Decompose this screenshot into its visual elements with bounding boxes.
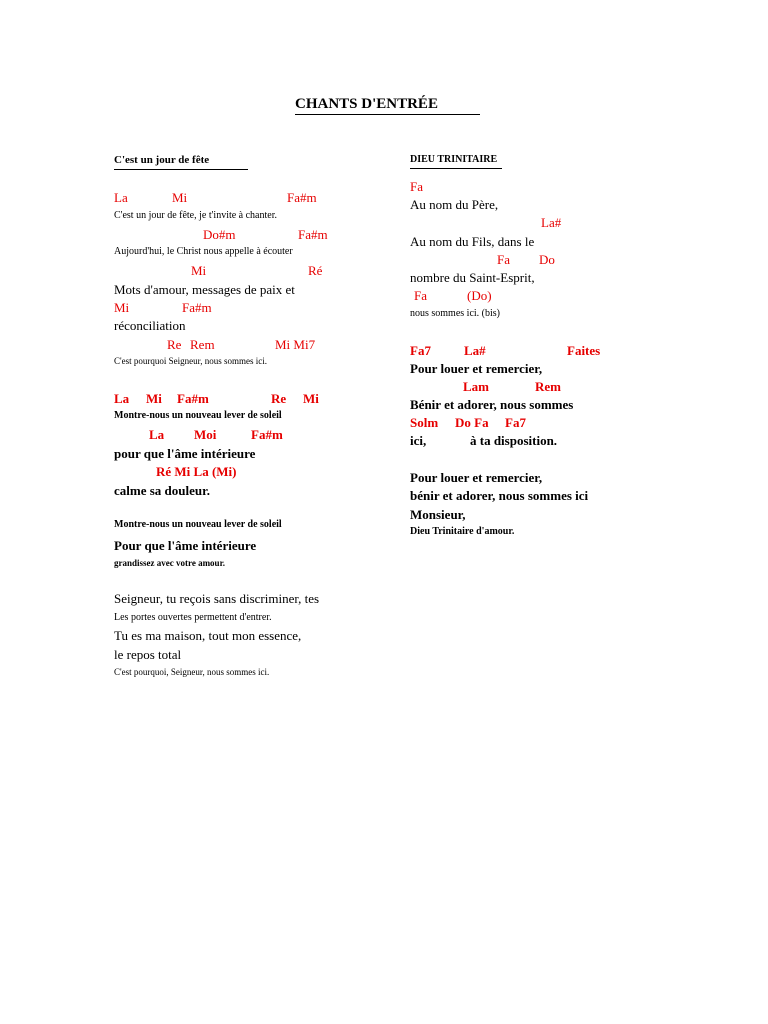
chord-label: La	[114, 190, 128, 205]
lyric-line: Pour louer et remercier,	[410, 470, 543, 485]
chord-label: Mi	[146, 391, 162, 406]
lyric-line: ici,	[410, 433, 427, 448]
lyric-line: bénir et adorer, nous sommes ici	[410, 488, 589, 503]
lyric-line: Pour que l'âme intérieure	[114, 538, 257, 553]
lyric-line: Les portes ouvertes permettent d'entrer.	[114, 612, 272, 623]
chord-label: Fa#m	[287, 190, 317, 205]
chord-label: Fa	[410, 179, 423, 194]
chord-label: Fa#m	[182, 300, 212, 315]
chord-label: Do Fa	[455, 415, 489, 430]
lyric-line: Dieu Trinitaire d'amour.	[410, 526, 515, 537]
lyric-line: réconciliation	[114, 318, 186, 333]
lyric-line: Bénir et adorer, nous sommes	[410, 397, 574, 412]
lyric-line: à ta disposition.	[470, 433, 558, 448]
chord-label: Do	[539, 252, 555, 267]
lyric-line: Tu es ma maison, tout mon essence,	[114, 628, 302, 643]
chord-label: Mi	[191, 263, 207, 278]
chord-label: (Do)	[467, 288, 492, 303]
chord-label: Fa	[414, 288, 427, 303]
chord-label: La#	[541, 215, 562, 230]
lyric-line: C'est pourquoi, Seigneur, nous sommes ici.	[114, 667, 270, 677]
lyric-line: Seigneur, tu reçois sans discriminer, tes	[114, 591, 320, 606]
chord-label: La	[114, 391, 130, 406]
chord-label: La#	[464, 343, 486, 358]
song1-title: C'est un jour de fête	[114, 154, 248, 170]
chord-label: Rem	[190, 337, 215, 352]
lyric-line: Montre-nous un nouveau lever de soleil	[114, 410, 282, 421]
page-title: CHANTS D'ENTRÉE	[295, 96, 480, 115]
lyric-line: calme sa douleur.	[114, 483, 210, 498]
chord-label: Ré Mi La (Mi)	[156, 464, 237, 479]
chord-label: Mi	[114, 300, 130, 315]
lyric-line: Montre-nous un nouveau lever de soleil	[114, 519, 282, 530]
chord-label: Mi Mi7	[275, 337, 316, 352]
lyric-line: nombre du Saint-Esprit,	[410, 270, 535, 285]
chord-label: Mi	[172, 190, 188, 205]
lyric-line: C'est pourquoi Seigneur, nous sommes ici.	[114, 356, 267, 366]
chord-label: Fa#m	[298, 227, 328, 242]
chord-label: Rem	[535, 379, 561, 394]
lyric-line: Monsieur,	[410, 507, 466, 522]
chord-label: Moi	[194, 427, 217, 442]
lyric-line: grandissez avec votre amour.	[114, 558, 225, 568]
chord-label: Do#m	[203, 227, 236, 242]
chord-label: Fa#m	[177, 391, 209, 406]
chord-label: Ré	[308, 263, 323, 278]
lyric-line: nous sommes ici. (bis)	[410, 308, 500, 319]
lyric-line: le repos total	[114, 647, 182, 662]
chord-label: Re	[167, 337, 182, 352]
chord-label: La	[149, 427, 165, 442]
chord-label: Lam	[463, 379, 489, 394]
chord-label: Solm	[410, 415, 439, 430]
chord-label: Re	[271, 391, 287, 406]
lyric-line: Pour louer et remercier,	[410, 361, 543, 376]
lyric-line: Aujourd'hui, le Christ nous appelle à écouter	[114, 246, 293, 257]
lyric-line: C'est un jour de fête, je t'invite à chanter.	[114, 210, 277, 221]
chord-label: Fa#m	[251, 427, 283, 442]
chord-label: Fa7	[410, 343, 431, 358]
song2-title: DIEU TRINITAIRE	[410, 153, 502, 169]
lyric-line: Au nom du Fils, dans le	[410, 234, 535, 249]
chord-label: Fa7	[505, 415, 526, 430]
lyric-line: Mots d'amour, messages de paix et	[114, 282, 295, 297]
lyric-line: Au nom du Père,	[410, 197, 499, 212]
chord-label: Fa	[497, 252, 510, 267]
lyric-line: pour que l'âme intérieure	[114, 446, 256, 461]
chord-label: Faites	[567, 343, 601, 358]
chord-label: Mi	[303, 391, 319, 406]
